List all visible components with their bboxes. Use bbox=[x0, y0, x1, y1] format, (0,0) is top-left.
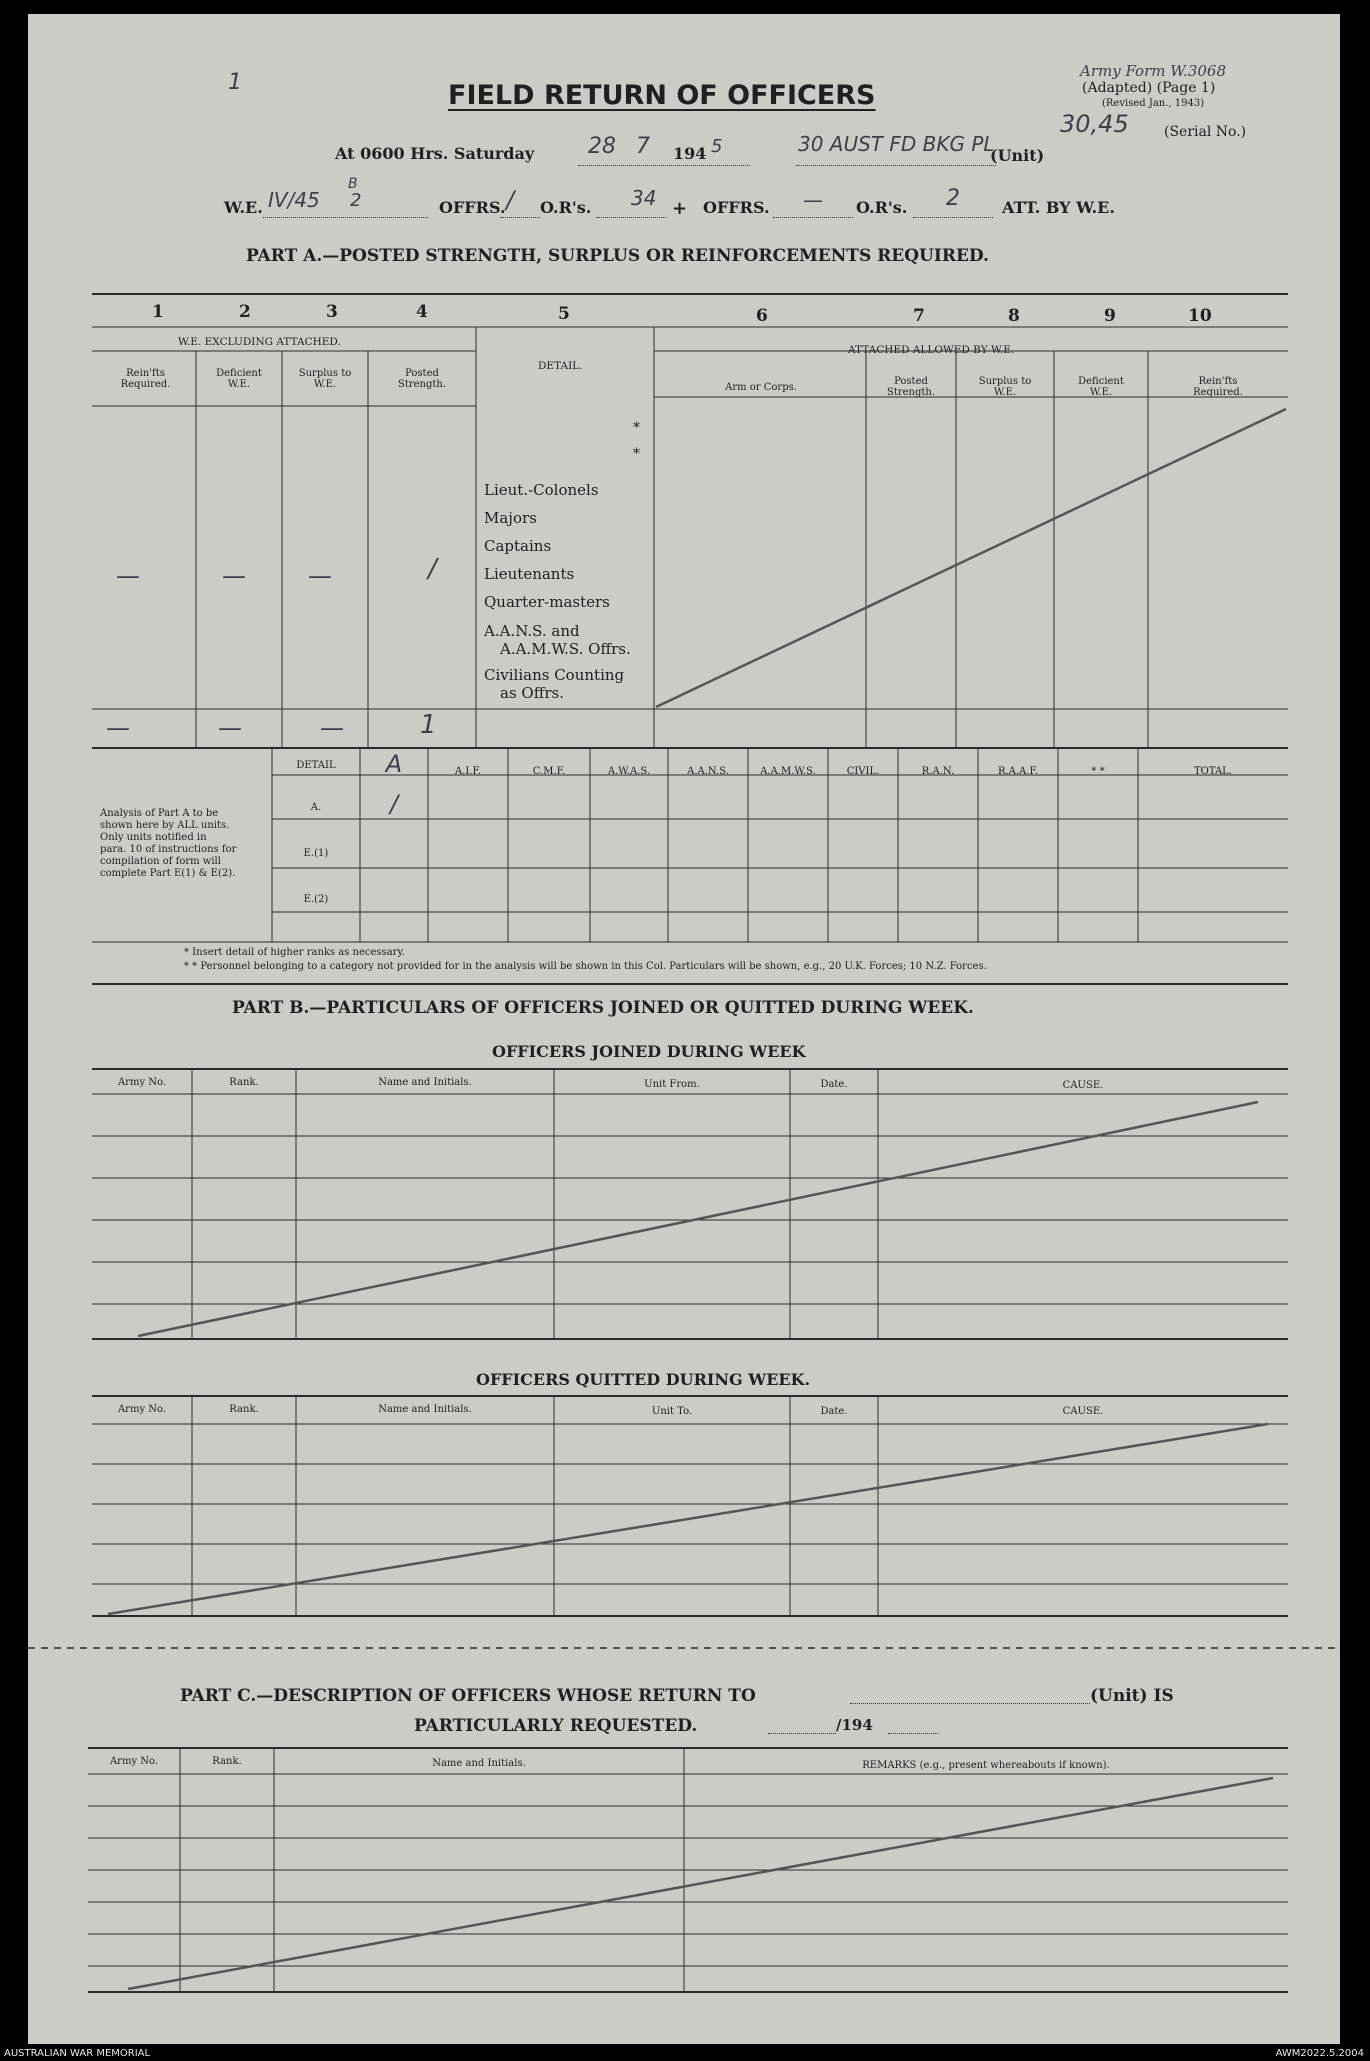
footnote-1: * Insert detail of higher ranks as necessary. bbox=[184, 947, 405, 958]
offrs-label-2: OFFRS. bbox=[703, 198, 770, 217]
head-att-deficient: Deficient W.E. bbox=[1078, 376, 1124, 398]
quitted-head: Date. bbox=[820, 1406, 848, 1417]
we-value2: 2 bbox=[350, 190, 362, 211]
col-number: 1 bbox=[152, 302, 164, 322]
unit-label: (Unit) bbox=[990, 146, 1045, 165]
date-year-suffix: 5 bbox=[711, 136, 723, 157]
ors-label: O.R's. bbox=[540, 198, 592, 217]
form-title: FIELD RETURN OF OFFICERS bbox=[448, 80, 876, 111]
analysis-head: A.A.N.S. bbox=[687, 766, 729, 777]
analysis-head: CIVIL. bbox=[846, 766, 880, 777]
army-form-label: Army Form W.3068 bbox=[1080, 62, 1226, 80]
quitted-head: Army No. bbox=[117, 1404, 167, 1415]
detail-head: DETAIL. bbox=[538, 360, 583, 372]
footer-right: AWM2022.5.2004 bbox=[1275, 2048, 1364, 2059]
total-surplus: — bbox=[320, 714, 344, 742]
offrs-label: OFFRS. bbox=[439, 198, 506, 217]
analysis-row-label: A. bbox=[310, 802, 322, 813]
joined-head: Date. bbox=[820, 1079, 848, 1090]
analysis-head: A.W.A.S. bbox=[607, 766, 651, 777]
rank-item: Lieut.-Colonels bbox=[484, 481, 599, 499]
group-we-excl: W.E. EXCLUDING ATTACHED. bbox=[178, 336, 341, 348]
att-label: ATT. BY W.E. bbox=[1002, 198, 1115, 217]
part-c-title-unit: (Unit) IS bbox=[1090, 1686, 1174, 1706]
head-att-reinf: Rein'fts Required. bbox=[1193, 376, 1243, 398]
head-deficient: Deficient W.E. bbox=[216, 368, 262, 390]
joined-head: Army No. bbox=[117, 1077, 167, 1088]
entry-deficient: — bbox=[222, 562, 246, 590]
plus-sign: + bbox=[672, 198, 688, 219]
entry-surplus: — bbox=[308, 562, 332, 590]
quitted-head: Rank. bbox=[229, 1404, 259, 1415]
analysis-head: A.A.M.W.S. bbox=[760, 766, 816, 777]
we-sup: B bbox=[348, 176, 358, 192]
head-surplus: Surplus to W.E. bbox=[298, 368, 352, 390]
rank-item: Civilians Counting bbox=[484, 666, 625, 684]
col-number: 6 bbox=[756, 306, 768, 326]
head-att-posted: Posted Strength. bbox=[886, 376, 936, 398]
quitted-head: Name and Initials. bbox=[378, 1404, 472, 1415]
rank-item: A.A.N.S. and bbox=[484, 622, 580, 640]
rank-item: Captains bbox=[484, 537, 552, 555]
quitted-head: Unit To. bbox=[651, 1406, 693, 1417]
ors-value-2: 2 bbox=[946, 186, 960, 211]
part-c-title-b: PARTICULARLY REQUESTED. bbox=[414, 1716, 698, 1736]
col-number: 8 bbox=[1008, 306, 1020, 326]
analysis-row-a-value: / bbox=[389, 790, 399, 818]
col-number: 10 bbox=[1188, 306, 1212, 326]
analysis-head: C.M.F. bbox=[532, 766, 566, 777]
at-label: At 0600 Hrs. Saturday bbox=[335, 144, 535, 163]
total-deficient: — bbox=[218, 714, 242, 742]
rank-item: A.A.M.W.S. Offrs. bbox=[500, 640, 631, 658]
joined-head: Name and Initials. bbox=[378, 1077, 472, 1088]
head-posted: Posted Strength. bbox=[397, 368, 447, 390]
head-reinf: Rein'fts Required. bbox=[120, 368, 171, 390]
serial-value: 30,45 bbox=[1060, 110, 1129, 138]
joined-head: Unit From. bbox=[644, 1079, 700, 1090]
part-a-title: PART A.—POSTED STRENGTH, SURPLUS OR REINFORCEMENTS REQUIRED. bbox=[246, 246, 989, 266]
analysis-head: * * bbox=[1091, 766, 1105, 777]
date-year-prefix: 194 bbox=[673, 144, 707, 163]
adapted-label: (Adapted) (Page 1) bbox=[1082, 80, 1216, 96]
ors-label-2: O.R's. bbox=[856, 198, 908, 217]
col-number: 7 bbox=[913, 306, 925, 326]
rank-item: Quarter-masters bbox=[484, 593, 610, 611]
footer-left: AUSTRALIAN WAR MEMORIAL bbox=[4, 2048, 151, 2059]
part-c-title-a: PART C.—DESCRIPTION OF OFFICERS WHOSE RETURN TO bbox=[180, 1686, 756, 1706]
joined-head: CAUSE. bbox=[1062, 1080, 1104, 1091]
col-number: 4 bbox=[416, 302, 428, 322]
unit-value: 30 AUST FD BKG PL bbox=[798, 132, 995, 156]
group-attached: ATTACHED ALLOWED BY W.E. bbox=[848, 344, 1015, 356]
footnote-2: * * Personnel belonging to a category not provided for in the analysis will be shown in this Col. Particulars will be shown, e.g., 20 U.K. Forces; 10 N.Z. Forces. bbox=[184, 961, 987, 972]
we-value: IV/45 bbox=[268, 188, 320, 212]
entry-posted: / bbox=[428, 554, 437, 584]
rank-item: Lieutenants bbox=[484, 565, 575, 583]
quitted-title: OFFICERS QUITTED DURING WEEK. bbox=[476, 1370, 811, 1389]
analysis-row-label: E.(2) bbox=[303, 894, 329, 905]
part-c-head: REMARKS (e.g., present whereabouts if known). bbox=[862, 1760, 1110, 1771]
date-day: 28 bbox=[588, 134, 616, 159]
we-label: W.E. bbox=[224, 198, 263, 217]
part-c-head: Rank. bbox=[212, 1756, 242, 1767]
rank-item: as Offrs. bbox=[500, 684, 564, 702]
joined-title: OFFICERS JOINED DURING WEEK bbox=[492, 1042, 806, 1061]
part-c-head: Army No. bbox=[109, 1756, 159, 1767]
form-grid bbox=[28, 14, 1340, 2044]
total-reinf: — bbox=[106, 714, 130, 742]
part-c-head: Name and Initials. bbox=[432, 1758, 526, 1769]
analysis-head: TOTAL. bbox=[1193, 766, 1233, 777]
col-number: 5 bbox=[558, 304, 570, 324]
joined-head: Rank. bbox=[229, 1077, 259, 1088]
col-number: 3 bbox=[326, 302, 338, 322]
offrs-value-2: — bbox=[803, 188, 823, 212]
part-c-title-year: /194 bbox=[836, 1716, 873, 1734]
star-mark: * bbox=[633, 420, 640, 436]
analysis-row-label: E.(1) bbox=[303, 848, 329, 859]
head-att-surplus: Surplus to W.E. bbox=[978, 376, 1032, 398]
analysis-head: A.I.F. bbox=[454, 766, 482, 777]
col-number: 2 bbox=[239, 302, 251, 322]
revised-label: (Revised Jan., 1943) bbox=[1102, 98, 1205, 109]
corner-mark: 1 bbox=[228, 70, 242, 95]
col-number: 9 bbox=[1104, 306, 1116, 326]
analysis-detail-value: A bbox=[385, 750, 403, 778]
part-b-title: PART B.—PARTICULARS OF OFFICERS JOINED OR QUITTED DURING WEEK. bbox=[232, 998, 974, 1018]
entry-reinf: — bbox=[116, 562, 140, 590]
total-posted: 1 bbox=[420, 710, 437, 740]
form-page bbox=[28, 14, 1340, 2044]
analysis-head: R.A.A.F. bbox=[997, 766, 1039, 777]
analysis-head: R.A.N. bbox=[921, 766, 955, 777]
quitted-head: CAUSE. bbox=[1062, 1406, 1104, 1417]
ranks-list bbox=[484, 476, 631, 702]
ors-value: 34 bbox=[631, 186, 657, 210]
analysis-note: Analysis of Part A to be shown here by ALL units. Only units notified in para. 10 of instructions for compilation of form will complete Part E(1) & E(2). bbox=[100, 808, 237, 879]
head-arm-corps: Arm or Corps. bbox=[725, 382, 797, 393]
rank-item: Majors bbox=[484, 509, 537, 527]
star-mark: * bbox=[633, 446, 640, 462]
offrs-value: / bbox=[506, 186, 515, 214]
analysis-detail-head: DETAIL bbox=[296, 760, 336, 771]
serial-label: (Serial No.) bbox=[1164, 124, 1247, 140]
date-month: 7 bbox=[636, 134, 650, 159]
